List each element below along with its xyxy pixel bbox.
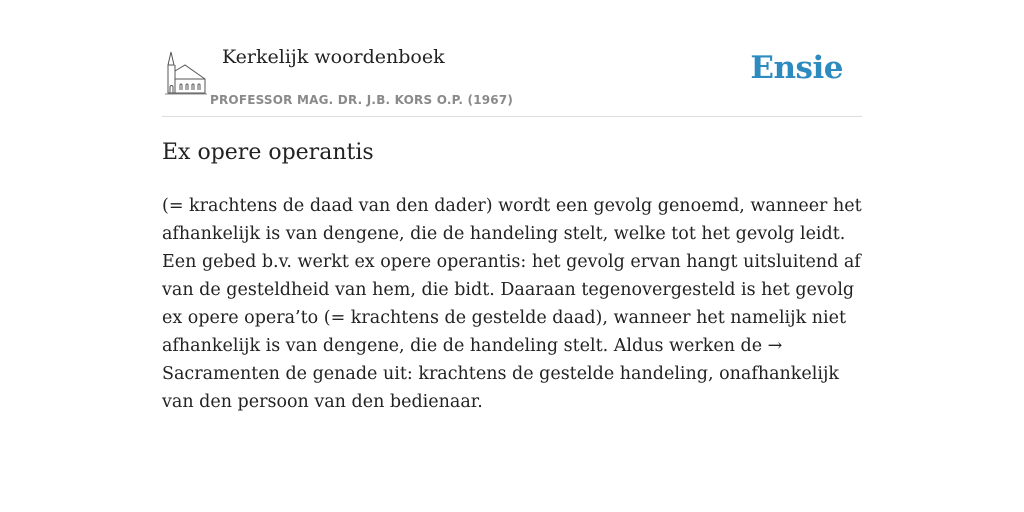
church-icon[interactable] <box>165 49 207 95</box>
entry-body <box>162 192 862 416</box>
author-label: PROFESSOR MAG. DR. J.B. KORS O.P. (1967) <box>210 93 514 107</box>
page <box>162 0 862 512</box>
book-title-link[interactable]: Kerkelijk woordenboek <box>222 46 445 68</box>
sacramenten-link[interactable]: → Sacramenten <box>162 336 783 384</box>
entry-body-text-end: de genade uit: krachtens de gestelde handeling, onafhankelijk van den persoon van den bedienaar. <box>162 364 839 412</box>
entry-title: Ex opere operantis <box>162 140 374 165</box>
brand-logo[interactable]: Ensie <box>750 50 843 86</box>
header <box>162 0 862 117</box>
entry-body-text: (= krachtens de daad van den dader) wordt een gevolg genoemd, wanneer het afhankelijk is van dengene, die de handeling stelt, welke tot het gevolg leidt. Een gebed b.v. werkt ex opere operantis: het gevolg ervan hangt uitsluitend af van de gesteldheid van hem, die bidt. Daaraan tegenovergesteld is het gevolg ex opere opera’to (= krachtens de gestelde daad), wanneer het namelijk niet afhankelijk is van dengene, die de handeling stelt. Aldus werken de <box>162 196 862 356</box>
